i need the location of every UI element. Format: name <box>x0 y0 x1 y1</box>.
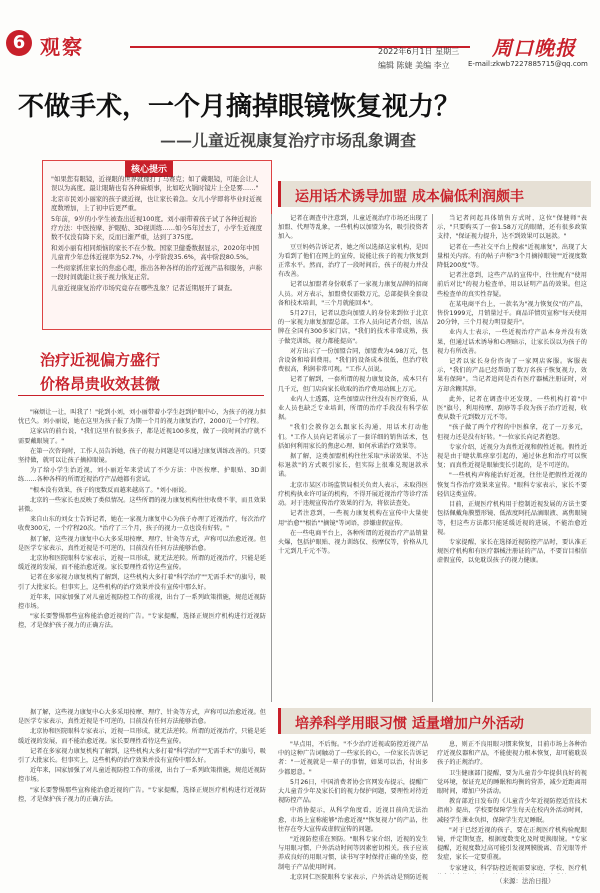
article-paragraph: 据了解，这些视力康复中心大多采用按摩、理疗、针灸等方式，声称可以治愈近视。但是医学专家表示，真性近视是不可逆的，目前没有任何方法能够治愈。 <box>18 709 266 726</box>
article-paragraph: 卫生健康部门提醒，要为儿童青少年提供良好的视觉环境，保证充足的睡眠和均衡的营养，减少近距离用眼时间，增加户外活动。 <box>437 769 587 796</box>
section-heading-3: 培养科学用眼习惯 适量增加户外活动 <box>295 716 524 732</box>
article-paragraph: 记者以家长身份咨询了一家网店客服。客服表示，"我们的产品已经帮助了数万名孩子恢复视力，效果有保障"。当记者追问是否有医疗器械注册证时，对方却含糊其辞。 <box>437 358 587 393</box>
article-paragraph: 中消协提示，从科学角度看，近视目前尚无法治愈，市场上宣称能够"治愈近视""恢复视力"的产品，往往存在夸大宣传或虚假宣传的问题。 <box>278 807 428 833</box>
section-heading-2-line-1: 治疗近视偏方盛行 <box>40 351 161 369</box>
article-paragraph: "一些机构声称能治好近视，往往是把假性近视的恢复当作治疗效果来宣传。"眼科专家表示，家长不要轻信这类宣传。 <box>437 472 587 498</box>
article-paragraph: 这家店的前台说，"我们这里有很多孩子，都是近视100多度，做了一段时间治疗就不需要戴眼镜了。" <box>18 428 266 445</box>
article-paragraph: 为了给小学生治近视，刘小丽近年来尝试了不少方法：中医按摩、护眼贴、3D训练……各种各样的所谓近视治疗产品她都有尝试。 <box>18 467 266 484</box>
article-source: （来源：法治日报） <box>496 877 555 885</box>
contact-email: E-mail:zkwb7227885715@qq.com <box>468 60 588 68</box>
note-paragraph: 儿童近视康复治疗市场究竟存在哪些乱象？记者近期展开了调查。 <box>51 284 237 292</box>
key-points-title: 核心提示 <box>125 160 173 177</box>
sub-headline: ——儿童近视康复治疗市场乱象调查 <box>160 131 417 150</box>
page-number-badge: 6 <box>6 30 32 56</box>
section-heading-2-line-2: 价格昂贵收效甚微 <box>40 375 161 393</box>
article-paragraph: 当记者问起具体销售方式时，这位"保健师"表示，"只要购买了一套1.58万元的眼睛，还有很多政策支持，"保证视力提升，达不到效果可以退款。" <box>437 215 587 241</box>
article-paragraph: 记者在多家视力康复机构了解到，这些机构大多打着"科学治疗""无需手术"的旗号，吸引了大批家长。但事实上，这些机构的治疗效果并没有宣传中那么好。 <box>18 574 266 591</box>
article-paragraph: 专家建议，科学防控近视需要家庭、学校、医疗机 <box>449 864 587 872</box>
article-paragraph: 记者在调查中注意到，儿童近视治疗市场还出现了加盟、代理等乱象，一些机构以加盟为名，吸引投资者加入。 <box>278 215 428 241</box>
article-paragraph: 在一些电商平台上，各种所谓的近视治疗产品销量火爆，包括护眼贴、视力训练仪、按摩仪等，价格从几十元到几千元不等。 <box>278 529 428 556</box>
key-points-body <box>51 175 263 295</box>
article-paragraph: 来自山东的刘女士告诉记者，她在一家视力康复中心为孩子办理了近视治疗，每次治疗收费300元，一个疗程20次。"治疗了三个月，孩子的视力一点也没有好转。" <box>18 516 266 533</box>
article-column-left <box>18 408 266 704</box>
article-column-middle <box>278 214 428 702</box>
column-divider <box>271 214 272 702</box>
article-paragraph: 在第一次咨询时，工作人员告诉她，孩子的视力问题是可以通过康复训练改善的。只要坚持做，就可以让孩子摘掉眼镜。 <box>18 447 266 465</box>
article-paragraph: 北京的一些家长也反映了类似情况。这些所谓的视力康复机构往往收费不菲，而且效果甚微。 <box>18 496 266 514</box>
article-paragraph: 业内人士表示，一些近视治疗产品本身并没有效果，但通过话术诱导和心理暗示，让家长误以为孩子的视力有所改善。 <box>437 329 587 355</box>
article-paragraph: 记者注意到，一些视力康复机构在宣传中大量使用"治愈""根治""摘镜"等词语，涉嫌虚假宣传。 <box>278 510 428 527</box>
article-column-bottom-left <box>278 740 428 880</box>
section-banner-3 <box>278 708 591 734</box>
article-paragraph: 在某电商平台上，一款名为"视力恢复仪"的产品，售价1999元，月销量过千。商品详情页宣称"每天使用20分钟，三个月视力明显提升"。 <box>437 300 587 327</box>
article-paragraph: 豆豆妈妈告诉记者，她之所以选择这家机构，是因为看到了他们在网上的宣传，说能让孩子的视力恢复到正常水平。然而，治疗了一段时间后，孩子的视力并没有改善。 <box>278 243 428 279</box>
article-paragraph: "早点用，不后悔。"不少治疗近视或防控近视产品中的这种广告词触动了一些家长的心，一位家长告诉记者："一近视就是一辈子的事情，如果可以治，付出多少都愿意。" <box>278 741 428 776</box>
publication-date: 2022年6月1日 星期三 <box>378 47 460 56</box>
note-paragraph: 和刘小丽有相同烦恼的家长不在少数。国家卫健委数据显示，2020年中国儿童青少年总体近视率为52.7%，小学阶段35.6%，高中阶段80.5%。 <box>51 244 259 261</box>
article-paragraph: "根本没有效果，孩子的度数反而越来越高了。"刘小丽说。 <box>30 486 191 494</box>
article-paragraph: "对于已经近视的孩子，要在正规医疗机构验配眼镜，并定期复查，根据度数变化及时更换眼镜。"专家提醒，近视度数过高可能引发视网膜脱离、青光眼等并发症，家长一定要重视。 <box>437 826 587 862</box>
note-paragraph: "如果您有眼镜，近视眼的世界就像打了马赛克；如了戴眼镜，可能会让人误以为高度。最让眼睛也有各种麻烦事，比如吃火锅时镜片上全是雾……" <box>51 175 259 192</box>
page-header <box>0 0 600 70</box>
main-headline: 不做手术，一个月摘掉眼镜恢复视力？ <box>18 92 461 122</box>
article-paragraph: 息，则正不良用眼习惯来恢复，目前市场上各种治疗近视仪器和产品，不能使视力根本恢复，却可能耽误孩子的正规治疗。 <box>437 741 587 767</box>
article-paragraph: 北京同仁医院眼科专家表示，户外活动是预防近视 <box>290 873 428 880</box>
article-paragraph: 教育部近日发布的《儿童青少年近视防控适宜技术指南》提出，学校要保障学生每天在校内外活动时间，减轻学生课业负担，保障学生充足睡眠。 <box>437 798 587 824</box>
article-paragraph: 5月27日，记者以意向加盟人的身份来到位于北京的一家视力康复加盟总部。工作人员向记者介绍，该品牌在全国有300多家门店，"我们的技术非常成熟，孩子做完训练，视力都能提高"。 <box>278 310 428 345</box>
article-paragraph: 专家介绍，近视分为真性近视和假性近视。假性近视是由于睫状肌痉挛引起的，通过休息和治疗可以恢复；而真性近视是眼轴变长引起的，是不可逆的。 <box>437 443 587 470</box>
article-paragraph: 记者在一些社交平台上搜索"近视康复"，出现了大量相关内容。有的帖子声称"3个月摘掉眼镜""近视度数降低200度"等。 <box>437 243 587 270</box>
article-paragraph: 5月26日，中国消费者协会官网发布提示，提醒广大儿童青少年及家长们的视力保护问题，要理性对待近视防控产品。 <box>278 778 428 805</box>
article-paragraph: "家长要警惕那些宣称能治愈近视的广告。"专家提醒，选择正规医疗机构进行近视防控，才是保护孩子视力的正确方法。 <box>18 786 266 803</box>
article-paragraph: 北京市某区市场监管局相关负责人表示，未取得医疗机构执业许可证的机构，不得开展近视治疗等诊疗活动。对于违规宣传治疗效果的行为，将依法查处。 <box>278 481 428 508</box>
section-banner-2 <box>18 345 264 401</box>
key-points-box <box>42 160 272 330</box>
article-paragraph: 近年来，国家加强了对儿童近视防控工作的重视，出台了一系列政策措施，规范近视防控市场。 <box>18 593 266 611</box>
article-paragraph: "家长要警惕那些宣称能治愈近视的广告。"专家提醒，选择正规医疗机构进行近视防控，才是保护孩子视力的正确方法。 <box>18 613 266 630</box>
article-paragraph: 据了解，这类加盟机构往往采取"承诺效果、不达标退款"的方式吸引家长，但实际上很难兑现退款承诺。 <box>278 453 428 479</box>
note-paragraph: 5年前，9岁的小学生被查出近视100度。刘小丽带着孩子试了各种近视治疗方法：中医按摩、护眼贴、3D视训练……如今5年过去了，小学生近视度数不仅没有降下来，反而日渐严重，达到了375度。 <box>51 215 263 241</box>
article-paragraph: 据了解，这些视力康复中心大多采用按摩、理疗、针灸等方式，声称可以治愈近视。但是医学专家表示，真性近视是不可逆的，目前没有任何方法能够治愈。 <box>18 535 266 552</box>
article-column-bottom-right <box>437 740 587 874</box>
article-paragraph: "近视防控重在预防。"眼科专家介绍，近视的发生与用眼习惯、户外活动时间等因素密切相关。孩子应该养成良好的用眼习惯，读书写字时保持正确的坐姿，控制电子产品使用时间。 <box>278 836 428 871</box>
article-paragraph: 记者在多家视力康复机构了解到，这些机构大多打着"科学治疗""无需手术"的旗号，吸引了大批家长。但事实上，这些机构的治疗效果并没有宣传中那么好。 <box>18 747 266 765</box>
section-heading-1: 运用话术诱导加盟 成本偏低利润颇丰 <box>295 189 524 205</box>
article-paragraph: 目前，正规医疗机构用于控制近视发展的方法主要包括佩戴角膜塑形镜、低浓度阿托品滴眼液、离焦眼镜等，但这些方法都只能延缓近视的进展，不能治愈近视。 <box>437 501 587 536</box>
article-paragraph: 记者了解到，一套所谓的视力康复设备，成本只有几千元，但门店向家长收取的治疗费用动辄上万元。 <box>278 376 428 393</box>
article-paragraph: "我们会教你怎么跟家长沟通，用话术打动他们。"工作人员向记者展示了一套详细的销售话术，包括如何利用家长的焦虑心理、如何承诺治疗效果等。 <box>278 424 428 450</box>
article-paragraph: 对方出示了一份加盟合同，加盟费为4.98万元，包含设备和培训费用。"我们的设备成本很低，但治疗收费很高，利润非常可观。"工作人员说。 <box>278 347 428 374</box>
editors-line: 编辑 陈婕 美编 李立 <box>378 61 450 70</box>
article-paragraph: 业内人士透露，这些加盟店往往没有医疗资质，从业人员也缺乏专业培训，所谓的治疗手段没有科学依据。 <box>278 395 428 422</box>
note-paragraph: 一些商家抓住家长的焦虑心理，推出各种各样的治疗近视产品和服务，声称一段时间就能让孩子视力恢复正常。 <box>51 264 262 281</box>
newspaper-logo: 周口晚报 <box>492 36 576 60</box>
article-paragraph: "孩子做了两个疗程的中医推拿，花了一万多元，但视力还是没有好转。"一位家长向记者抱怨。 <box>437 424 587 441</box>
section-title: 观察 <box>40 35 84 59</box>
column-divider <box>432 214 433 702</box>
article-paragraph: 此外，记者在调查中还发现，一些机构打着"中医"旗号，利用按摩、刮痧等手段为孩子治疗近视，收费从数千元到数万元不等。 <box>437 395 587 422</box>
article-column-left-bottom <box>18 708 266 886</box>
article-paragraph: 专家提醒，家长在选择近视防控产品时，要认准正规医疗机构和有医疗器械注册证的产品，不要盲目相信虚假宣传，以免耽误孩子的视力健康。 <box>437 538 587 565</box>
section-2-rule <box>18 395 264 396</box>
article-paragraph: 记者以加盟者身份联系了一家视力康复品牌的招商人员。对方表示，加盟费仅需数万元，总部提供全套设备和技术培训，"三个月就能回本"。 <box>278 281 428 307</box>
article-paragraph: 北京协和医院眼科专家表示，近视一旦形成，就无法逆转。所谓的近视治疗，只能是延缓近视的发展，而不能治愈近视。家长要理性看待这些宣传。 <box>18 728 266 745</box>
article-paragraph: 北京协和医院眼科专家表示，近视一旦形成，就无法逆转。所谓的近视治疗，只能是延缓近视的发展，而不能治愈近视。家长要理性看待这些宣传。 <box>18 555 266 572</box>
article-paragraph: 记者注意到，这些产品的宣传中，往往配有"使用前后对比"的视力检查单，用以证明产品的效果。但这些检查单的真实性存疑。 <box>437 272 587 298</box>
article-paragraph: "麻烦让一让，叫我了！"轮到小刘，刘小丽带着小学生赶到护眼中心，为孩子的视力担忧已久。刘小丽说，她在这里为孩子报了为期一个月的视力康复治疗，2000元一个疗程。 <box>18 409 266 426</box>
article-column-right <box>437 214 587 702</box>
note-paragraph: 北京市民刘小丽家的孩子就近视，也让家长着急。女儿小学即将毕业时近视度数增加，上了初中后更严重。 <box>51 195 262 212</box>
section-banner-1 <box>278 181 591 207</box>
article-paragraph: 近年来，国家加强了对儿童近视防控工作的重视，出台了一系列政策措施，规范近视防控市场。 <box>18 767 266 784</box>
